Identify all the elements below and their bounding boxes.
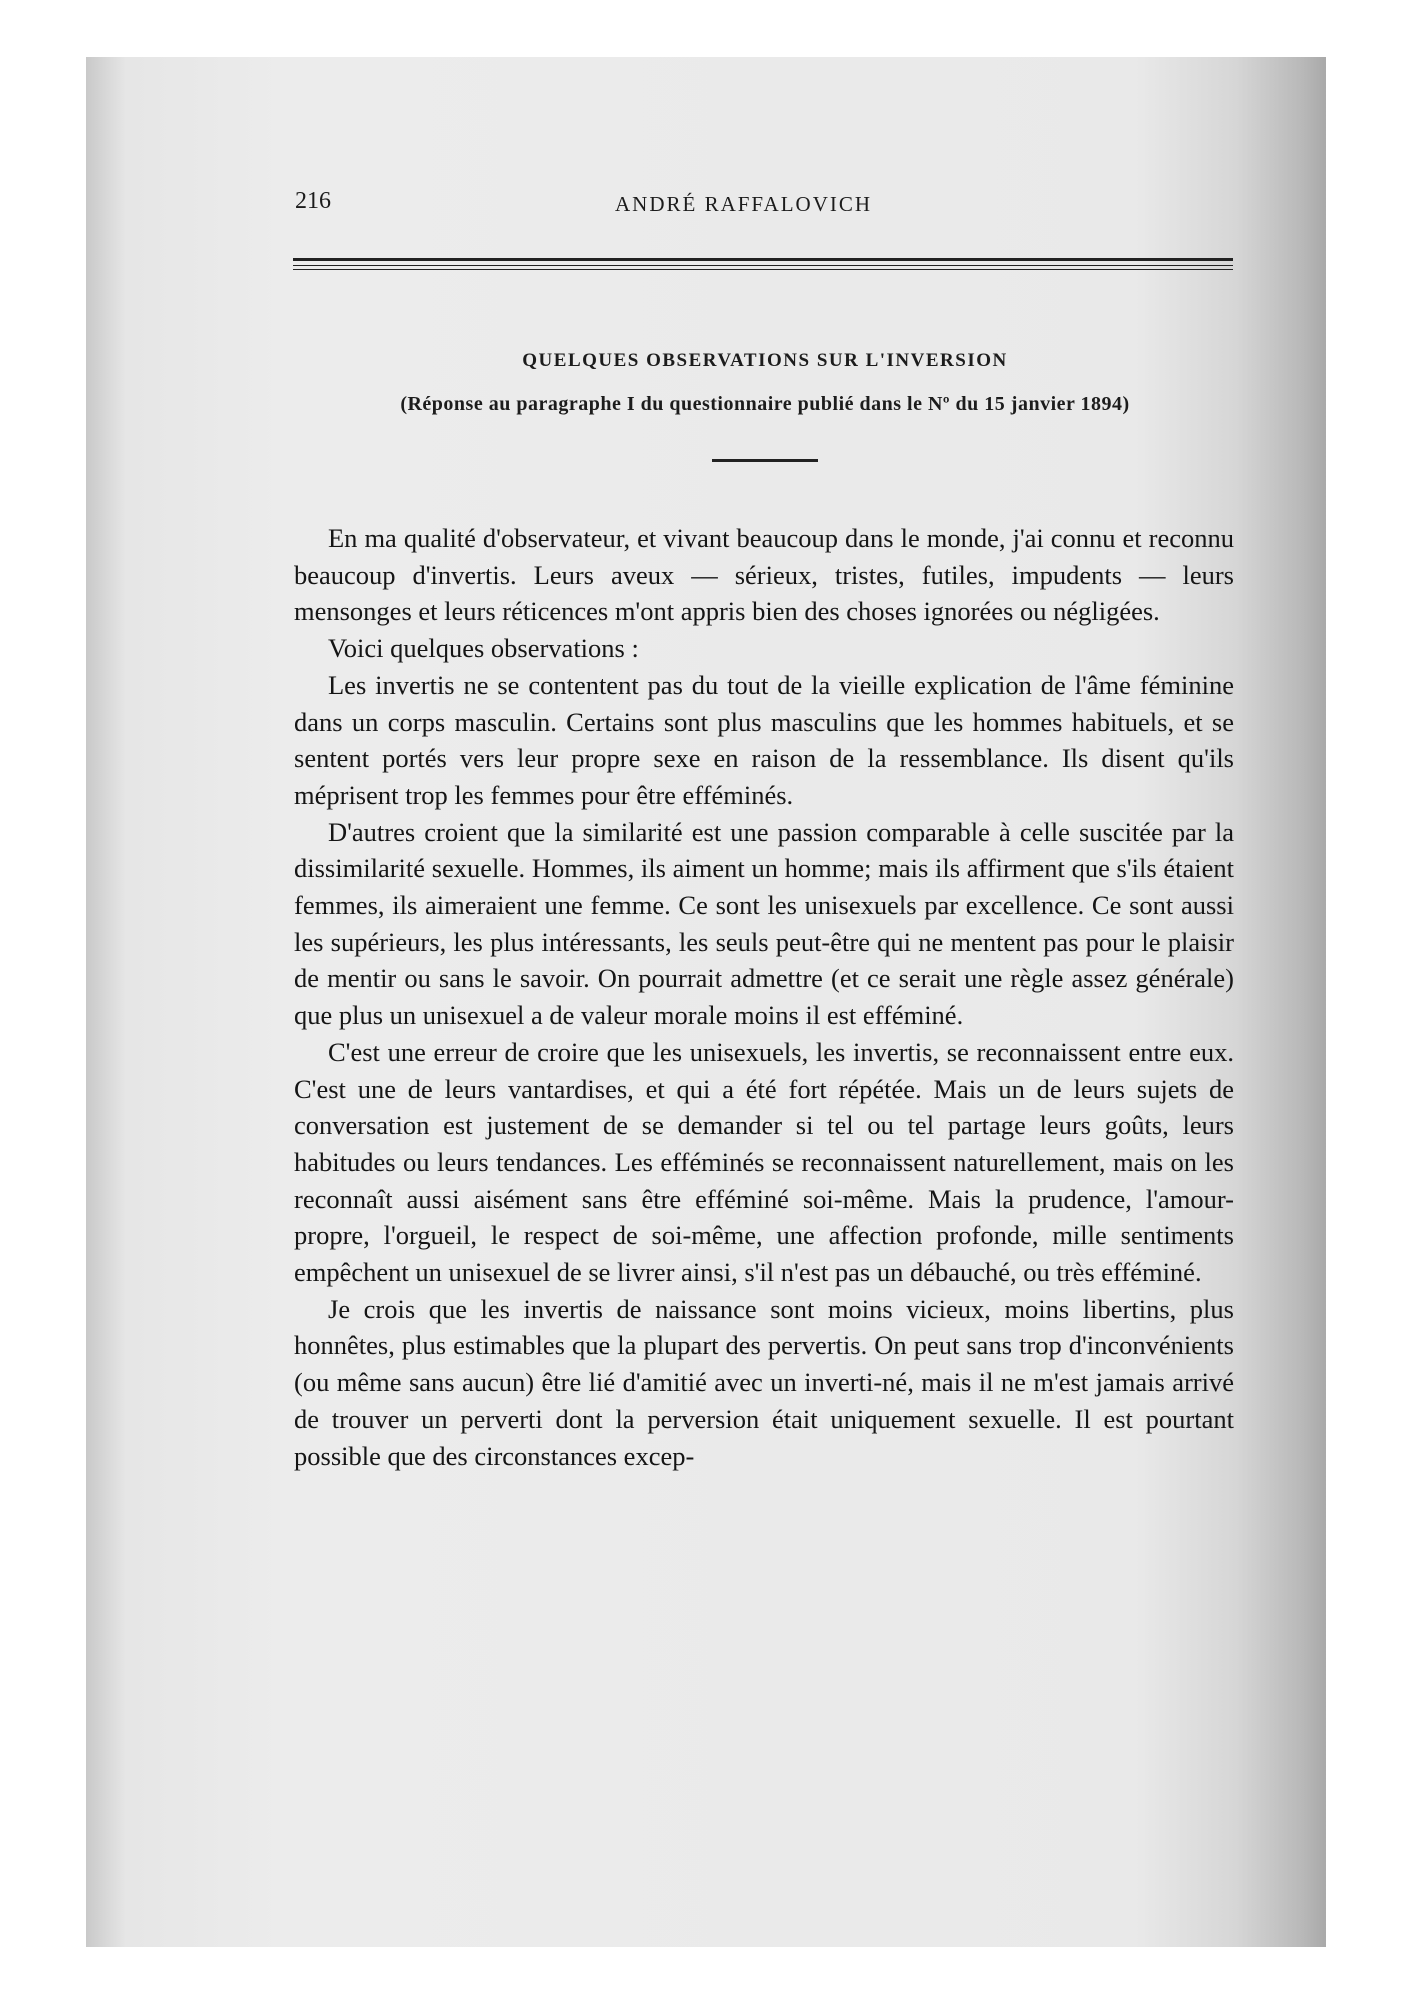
header-rule-thin bbox=[293, 265, 1233, 266]
header-rule-thin-2 bbox=[293, 269, 1233, 270]
paragraph: D'autres croient que la similarité est une passion comparable à celle suscitée par la dissimilarité sexuelle. Hommes, ils aiment un homme; mais ils affirment que s'ils étaient femmes, ils aimeraient une femme. Ce sont les unisexuels par excellence. Ce sont aussi les supérieurs, les plus intéressants, les seuls peut-être qui ne mentent pas pour le plaisir de mentir ou sans le savoir. On pourrait admettre (et ce serait une règle assez générale) que plus un unisexuel a de valeur morale moins il est efféminé. bbox=[294, 816, 1234, 1031]
section-title: QUELQUES OBSERVATIONS SUR L'INVERSION bbox=[522, 350, 1008, 371]
body-text bbox=[294, 520, 1234, 1474]
header-rule-thick bbox=[293, 258, 1233, 261]
section-subtitle: (Réponse au paragraphe I du questionnaire publié dans le Nº du 15 janvier 1894) bbox=[400, 393, 1130, 415]
page-header bbox=[295, 188, 1235, 222]
paragraph: En ma qualité d'observateur, et vivant beaucoup dans le monde, j'ai connu et reconnu beaucoup d'invertis. Leurs aveux — sérieux, tristes, futiles, impudents — leurs mensonges et leurs réticences m'ont appris bien des choses ignorées ou négligées. bbox=[294, 523, 1234, 627]
running-head: ANDRÉ RAFFALOVICH bbox=[615, 192, 873, 216]
paragraph: Je crois que les invertis de naissance sont moins vicieux, moins libertins, plus honnêtes, plus estimables que la plupart des pervertis. On peut sans trop d'inconvénients (ou même sans aucun) être lié d'amitié avec un inverti-né, mais il ne m'est jamais arrivé de trouver un perverti dont la perversion était uniquement sexuelle. Il est pourtant possible que des circonstances excep- bbox=[294, 1293, 1234, 1471]
paragraph: Voici quelques observations : bbox=[328, 633, 639, 664]
paragraph: Les invertis ne se contentent pas du tout de la vieille explication de l'âme féminine dans un corps masculin. Certains sont plus masculins que les hommes habituels, et se sentent portés vers leur propre sexe en raison de la ressemblance. Ils disent qu'ils méprisent trop les femmes pour être efféminés. bbox=[294, 669, 1234, 810]
paragraph: C'est une erreur de croire que les unisexuels, les invertis, se reconnaissent entre eux. C'est une de leurs vantardises, et qui a été fort répétée. Mais un de leurs sujets de conversation est justement de se demander si tel ou tel partage leurs goûts, leurs habitudes ou leurs tendances. Les efféminés se reconnaissent naturellement, mais on les reconnaît aussi aisément sans être efféminé soi-même. Mais la prudence, l'amour-propre, l'orgueil, le respect de soi-même, une affection profonde, mille sentiments empêchent un unisexuel de se livrer ainsi, s'il n'est pas un débauché, ou très efféminé. bbox=[294, 1036, 1234, 1288]
page-number: 216 bbox=[295, 188, 331, 214]
section-divider bbox=[712, 459, 818, 462]
